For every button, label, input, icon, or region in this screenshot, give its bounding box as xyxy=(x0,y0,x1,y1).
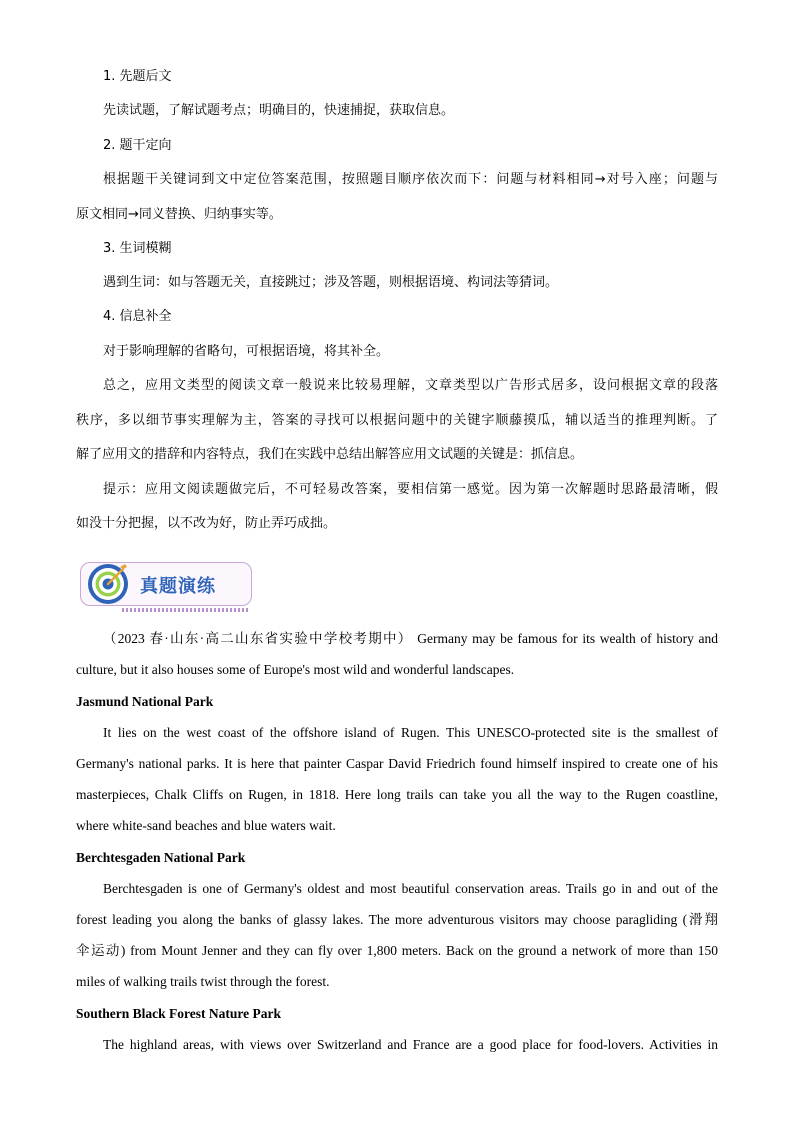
hint-line-1: 提示：应用文阅读题做完后，不可轻易改答案，要相信第一感觉。因为第一次解题时思路最清晰，假 xyxy=(103,482,718,497)
summary-line-1: 总之，应用文类型的阅读文章一般说来比较易理解，文章类型以广告形式居多，设问根据文章的段落 xyxy=(103,378,718,393)
hint-line-2: 如没十分把握，以不改为好，防止弄巧成拙。 xyxy=(76,516,337,531)
summary-line-3: 解了应用文的措辞和内容特点，我们在实践中总结出解答应用文试题的关键是：抓信息。 xyxy=(76,447,584,462)
jasmund-line-4: where white-sand beaches and blue waters wait. xyxy=(76,818,336,833)
section-title-jasmund: Jasmund National Park xyxy=(76,694,214,709)
jasmund-line-3: masterpieces, Chalk Cliffs on Rugen, in 1818. Here long trails can take you all the way to the Rugen coastline, xyxy=(76,787,718,802)
berchtesgaden-line-2: forest leading you along the banks of glassy lakes. The more adventurous visitors may choose paragliding (滑翔 xyxy=(76,912,718,927)
tip-body-1: 先读试题，了解试题考点；明确目的，快速捕捉，获取信息。 xyxy=(103,103,455,118)
summary-line-2: 秩序，多以细节事实理解为主，答案的寻找可以根据问题中的关键字顺藤摸瓜，辅以适当的推理判断。了 xyxy=(76,413,718,428)
section-title-black-forest: Southern Black Forest Nature Park xyxy=(76,1006,281,1021)
section-title-berchtesgaden: Berchtesgaden National Park xyxy=(76,850,246,865)
intro-line-2: culture, but it also houses some of Europe's most wild and wonderful landscapes. xyxy=(76,662,515,677)
tip-heading-1: 1. 先题后文 xyxy=(103,69,172,84)
tip-body-2-line-1: 根据题干关键词到文中定位答案范围，按照题目顺序依次而下：问题与材料相同→对号入座；问题与 xyxy=(103,172,718,187)
intro-line-1: （2023 春·山东·高二山东省实验中学校考期中） Germany may be famous for its wealth of history and xyxy=(103,631,718,646)
banner-divider xyxy=(122,608,250,612)
black-forest-line-1: The highland areas, with views over Switzerland and France are a good place for food-lovers. Activities in xyxy=(103,1037,718,1052)
tip-body-4: 对于影响理解的省略句，可根据语境，将其补全。 xyxy=(103,344,390,359)
berchtesgaden-line-4: miles of walking trails twist through the forest. xyxy=(76,974,330,989)
tip-heading-2: 2. 题干定向 xyxy=(103,138,172,153)
jasmund-line-2: Germany's national parks. It is here that painter Caspar David Friedrich found himself inspired to create one of his xyxy=(76,756,718,771)
tip-body-2-line-2: 原文相同→同义替换、归纳事实等。 xyxy=(76,207,282,222)
berchtesgaden-line-3: 伞运动) from Mount Jenner and they can fly over 1,800 meters. Back on the ground a network of more than 150 xyxy=(76,943,718,958)
tip-body-3: 遇到生词：如与答题无关，直接跳过；涉及答题，则根据语境、构词法等猜词。 xyxy=(103,275,559,290)
banner-title: 真题演练 xyxy=(140,576,216,597)
tip-heading-4: 4. 信息补全 xyxy=(103,309,172,324)
tip-heading-3: 3. 生词模糊 xyxy=(103,241,172,256)
jasmund-line-1: It lies on the west coast of the offshore island of Rugen. This UNESCO-protected site is the smallest of xyxy=(103,725,718,740)
target-icon xyxy=(86,562,130,606)
section-banner xyxy=(76,558,254,614)
berchtesgaden-line-1: Berchtesgaden is one of Germany's oldest and most beautiful conservation areas. Trails go in and out of the xyxy=(103,881,718,896)
